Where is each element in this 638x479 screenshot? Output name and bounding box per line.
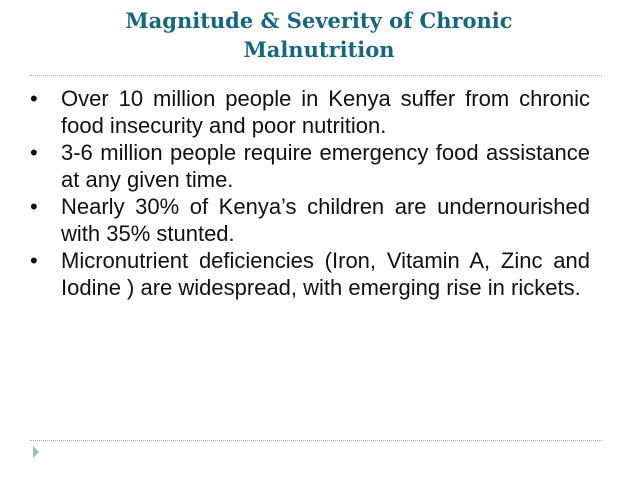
bullet-item-4 [30,247,590,301]
bullet-icon: • [30,140,38,165]
bullet-text: Micronutrient deficiencies (Iron, Vitamin A, Zinc and Iodine ) are widespread, with emerging rise in rickets. [61,248,590,300]
bottom-divider [30,440,602,441]
triangle-right-icon [33,446,39,458]
bullet-icon: • [30,194,38,219]
bullet-list [30,85,590,301]
bullet-item-3 [30,193,590,247]
slide-title-line-2: Malnutrition [243,37,395,62]
bullet-text: Over 10 million people in Kenya suffer from chronic food insecurity and poor nutrition. [61,86,590,138]
bullet-icon: • [30,248,38,273]
bullet-icon: • [30,86,38,111]
bullet-text: 3-6 million people require emergency food assistance at any given time. [61,140,590,192]
bullet-item-2 [30,139,590,193]
bullet-item-1 [30,85,590,139]
slide-title [40,6,598,64]
slide-title-line-1: Magnitude & Severity of Chronic [125,8,513,33]
top-divider [30,75,602,76]
bullet-text: Nearly 30% of Kenya’s children are undernourished with 35% stunted. [61,194,590,246]
